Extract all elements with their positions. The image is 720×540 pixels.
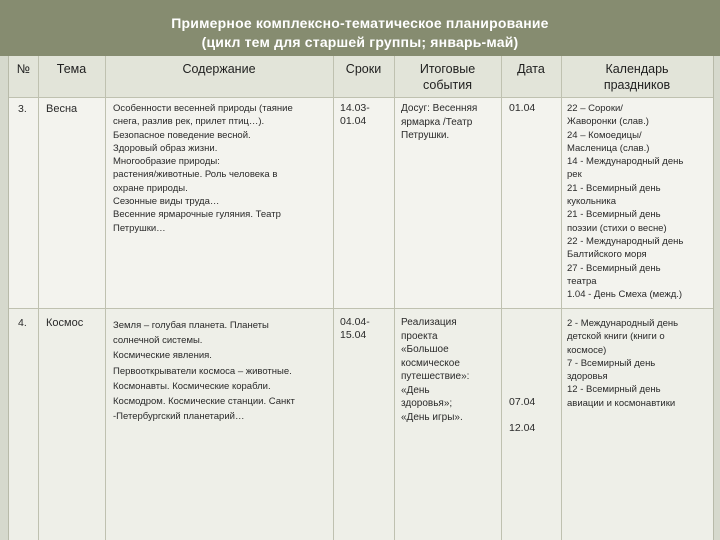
row-content <box>113 102 329 235</box>
column-divider <box>561 56 562 540</box>
dates-line: 14.03- <box>340 102 370 114</box>
calendar-line: 21 - Всемирный день <box>567 182 661 194</box>
header-events <box>394 61 501 93</box>
calendar-line: Масленица (слав.) <box>567 142 650 154</box>
row-day: 07.04 <box>509 396 536 408</box>
content-line: Космонавты. Космические корабли. <box>113 380 271 392</box>
row-day: 12.04 <box>509 422 536 434</box>
row-divider <box>9 97 713 98</box>
calendar-line: поэзии (стихи о весне) <box>567 222 667 234</box>
event-line: Реализация <box>401 317 457 328</box>
row-theme: Космос <box>46 317 84 329</box>
content-line: солнечной системы. <box>113 335 203 347</box>
content-line: Земля – голубая планета. Планеты <box>113 320 269 331</box>
content-line: Безопасное поведение весной. <box>113 129 251 141</box>
row-calendar <box>567 102 711 301</box>
header-dates: Сроки <box>345 62 382 76</box>
calendar-line: кукольника <box>567 196 617 208</box>
event-line: «День игры». <box>401 411 463 423</box>
page-title-line-2: (цикл тем для старшей группы; январь-май) <box>201 34 519 50</box>
calendar-line: Балтийского моря <box>567 249 647 261</box>
calendar-line: 2 - Международный день <box>567 318 679 329</box>
row-theme: Весна <box>46 103 78 115</box>
event-line: «День <box>401 384 430 396</box>
row-number: 3. <box>18 103 27 115</box>
content-line: Здоровый образ жизни. <box>113 142 218 154</box>
content-line: Особенности весенней природы (таяние <box>113 103 293 114</box>
planning-table <box>8 56 714 540</box>
title-band <box>0 0 720 56</box>
header-num: № <box>16 62 31 76</box>
header-calendar-line: праздников <box>603 78 671 92</box>
calendar-line: авиации и космонавтики <box>567 397 676 409</box>
calendar-line: здоровья <box>567 371 608 383</box>
column-divider <box>105 56 106 540</box>
content-line: растения/животные. Роль человека в <box>113 169 278 181</box>
calendar-line: 22 – Сороки/ <box>567 103 623 114</box>
calendar-line: 22 - Международный день <box>567 235 684 247</box>
calendar-line: 27 - Всемирный день <box>567 262 661 274</box>
event-line: космическое <box>401 357 460 369</box>
calendar-line: 24 – Комоедицы/ <box>567 129 642 141</box>
content-line: снега, разлив рек, прилет птиц…). <box>113 116 265 128</box>
event-line: ярмарка /Театр <box>401 116 473 128</box>
row-divider <box>9 308 713 309</box>
column-divider <box>501 56 502 540</box>
row-dates <box>340 102 370 128</box>
header-theme: Тема <box>56 62 87 76</box>
event-line: Досуг: Весенняя <box>401 103 478 114</box>
header-events-line: Итоговые <box>419 62 476 76</box>
row-dates <box>340 316 370 342</box>
row-day: 01.04 <box>509 102 536 114</box>
row-content <box>113 318 329 424</box>
calendar-line: 21 - Всемирный день <box>567 209 661 221</box>
content-line: Весенние ярмарочные гуляния. Театр <box>113 209 281 221</box>
calendar-line: рек <box>567 169 582 181</box>
row-events <box>401 316 469 424</box>
dates-line: 15.04 <box>340 329 367 341</box>
header-content: Содержание <box>182 62 256 76</box>
event-line: проекта <box>401 330 438 342</box>
event-line: Петрушки. <box>401 130 450 141</box>
calendar-line: космосе) <box>567 344 607 356</box>
row-number: 4. <box>18 317 27 329</box>
content-line: охране природы. <box>113 182 188 194</box>
calendar-line: 12 - Всемирный день <box>567 384 661 396</box>
content-line: Космические явления. <box>113 350 212 362</box>
header-events-line: события <box>423 78 472 92</box>
content-line: Сезонные виды труда… <box>113 196 220 208</box>
row-calendar <box>567 317 711 410</box>
content-line: Петрушки… <box>113 222 166 234</box>
header-calendar-line: Календарь <box>605 62 669 76</box>
calendar-line: 7 - Всемирный день <box>567 357 656 369</box>
content-line: -Петербургский планетарий… <box>113 411 245 423</box>
content-line: Многообразие природы: <box>113 156 220 168</box>
content-line: Космодром. Космические станции. Санкт <box>113 396 295 408</box>
column-divider <box>333 56 334 540</box>
column-divider <box>38 56 39 540</box>
calendar-line: детской книги (книги о <box>567 331 665 343</box>
calendar-line: театра <box>567 275 597 287</box>
header-day: Дата <box>517 62 545 76</box>
column-divider <box>394 56 395 540</box>
header-calendar <box>561 61 713 93</box>
event-line: путешествие»: <box>401 371 470 382</box>
content-line: Первооткрыватели космоса – животные. <box>113 365 292 377</box>
calendar-line: Жаворонки (слав.) <box>567 116 649 128</box>
calendar-line: 14 - Международный день <box>567 156 684 168</box>
event-line: здоровья»; <box>401 398 453 409</box>
event-line: «Большое <box>401 344 449 355</box>
calendar-line: 1.04 - День Смеха (межд.) <box>567 289 683 301</box>
dates-line: 01.04 <box>340 115 367 127</box>
page-title-line-1: Примерное комплексно-тематическое планирование <box>171 15 549 31</box>
row-events <box>401 102 477 143</box>
dates-line: 04.04- <box>340 316 370 328</box>
